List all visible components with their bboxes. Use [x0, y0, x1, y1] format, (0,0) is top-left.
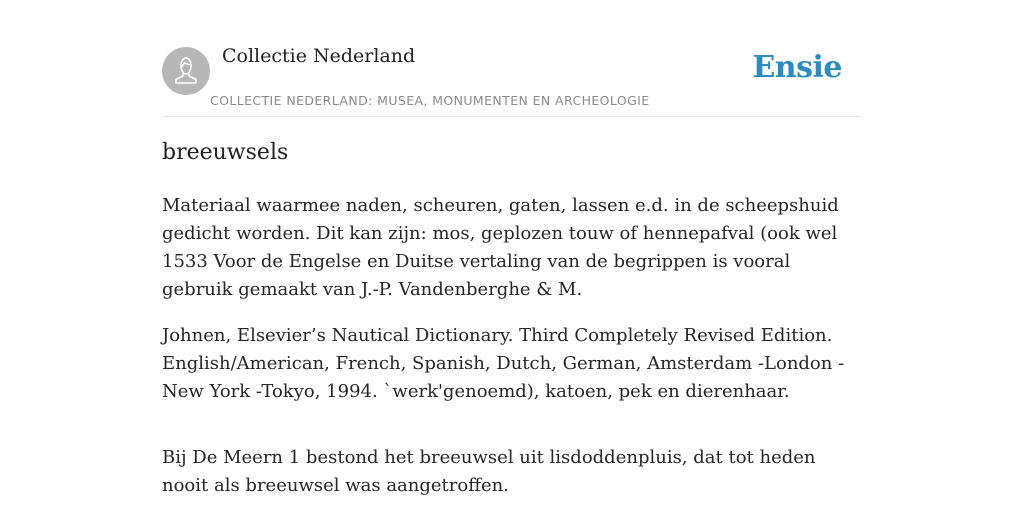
collection-label[interactable]: COLLECTIE NEDERLAND: MUSEA, MONUMENTEN EN ARCHEOLOGIE	[210, 93, 650, 108]
ensie-logo[interactable]: Ensie	[752, 50, 842, 85]
author-avatar[interactable]	[162, 47, 210, 95]
entry-header	[162, 0, 862, 117]
entry-paragraph: Johnen, Elsevier’s Nautical Dictionary. Third Completely Revised Edition. English/American, French, Spanish, Dutch, German, Amsterdam -London -New York -Tokyo, 1994. `werk'genoemd), katoen, pek en dierenhaar.	[162, 325, 845, 402]
entry-title: breeuwsels	[162, 140, 289, 165]
entry-body	[162, 192, 862, 512]
entry-paragraph: Bij De Meern 1 bestond het breeuwsel uit lisdoddenpluis, dat tot heden nooit als breeuwsel was aangetroffen.	[162, 447, 816, 496]
user-icon	[162, 47, 210, 95]
author-name[interactable]: Collectie Nederland	[222, 45, 416, 67]
entry-paragraph: Materiaal waarmee naden, scheuren, gaten, lassen e.d. in de scheepshuid gedicht worden. Dit kan zijn: mos, geplozen touw of hennepafval (ook wel 1533 Voor de Engelse en Duitse vertaling van de begrippen is vooral gebruik gemaakt van J.-P. Vandenberghe & M.	[162, 195, 839, 300]
